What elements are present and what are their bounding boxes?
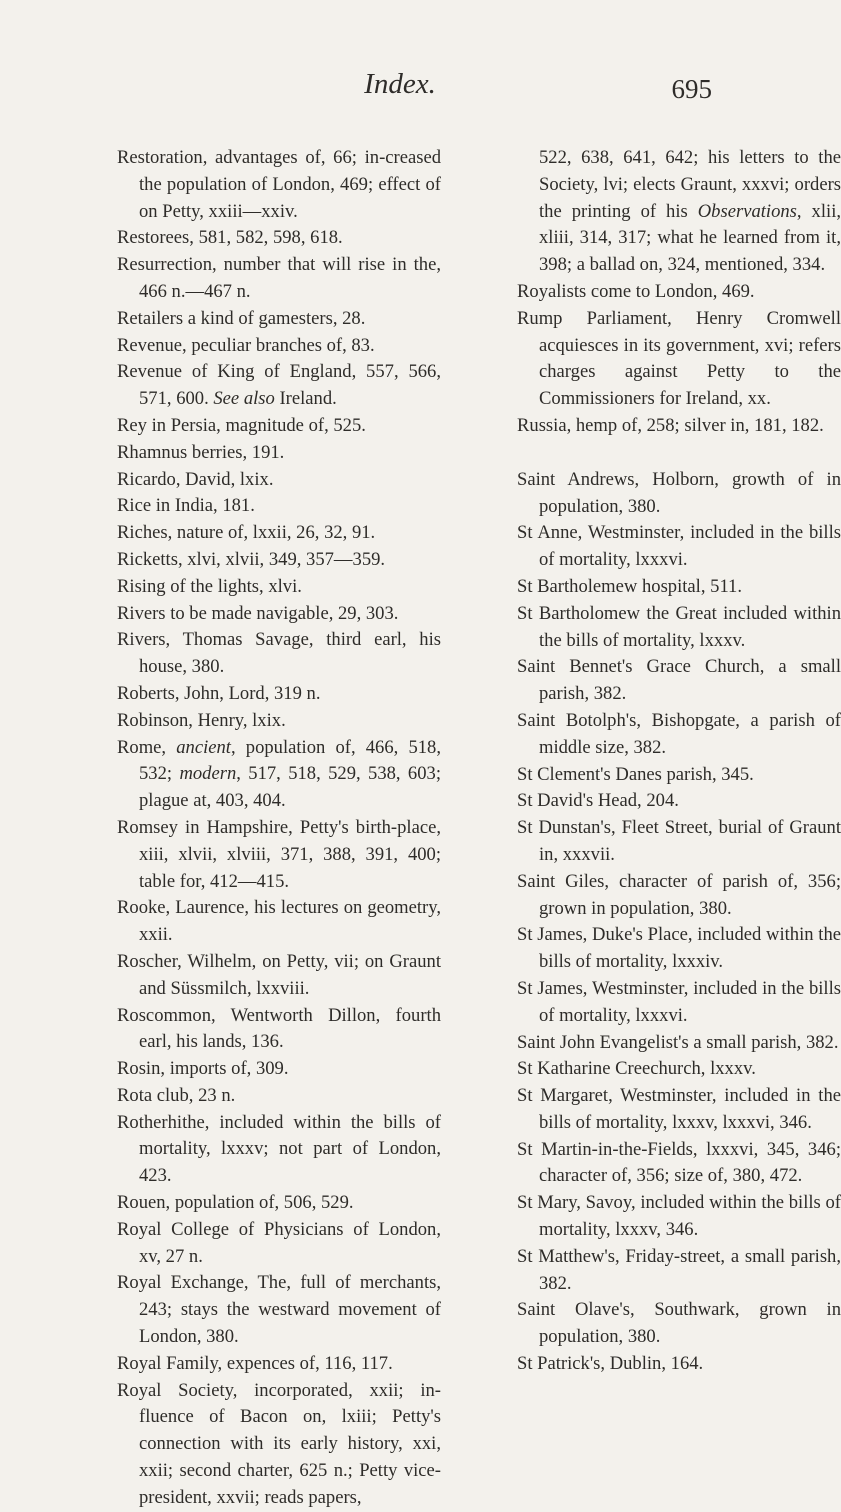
index-entry: Restoration, advantages of, 66; in-creased the population of London, 469; effect of on Petty, xxiii—xxiv. <box>117 147 441 222</box>
index-entry: Rome, ancient, population of, 466, 518, 532; modern, 517, 518, 529, 538, 603; plague at, 403, 404. <box>117 736 441 812</box>
index-entry: Rosin, imports of, 309. <box>117 1058 289 1080</box>
page-header <box>0 68 800 118</box>
index-entry: Royalists come to London, 469. <box>517 280 755 302</box>
index-entry: Saint Giles, character of parish of, 356; grown in population, 380. <box>517 870 841 919</box>
index-entry: Royal Exchange, The, full of merchants, 243; stays the westward movement of London, 380. <box>117 1272 441 1348</box>
index-entry: St James, Westminster, included in the bills of mortality, lxxxvi. <box>517 977 841 1026</box>
index-entry: Royal College of Physicians of London, xv, 27 n. <box>117 1218 441 1267</box>
index-entry: St Mary, Savoy, included within the bills of mortality, lxxxv, 346. <box>517 1192 841 1241</box>
index-entry: St Martin-in-the-Fields, lxxxvi, 345, 346; character of, 356; size of, 380, 472. <box>517 1138 841 1187</box>
index-entry: Rooke, Laurence, his lectures on geometry, xxii. <box>117 897 441 946</box>
index-entry: Rump Parliament, Henry Cromwell acquiesces in its government, xvi; refers charges against Petty to the Commissioners for Ireland, xx. <box>517 307 841 410</box>
index-entry: Restorees, 581, 582, 598, 618. <box>117 227 343 249</box>
index-entry: St Bartholomew the Great included within the bills of mortality, lxxxv. <box>517 602 841 651</box>
index-entry: Rhamnus berries, 191. <box>117 441 285 463</box>
index-entry: St Bartholemew hospital, 511. <box>517 575 742 597</box>
index-entry: Russia, hemp of, 258; silver in, 181, 182. <box>517 414 824 436</box>
index-entry: Saint John Evangelist's a small parish, 382. <box>517 1031 839 1053</box>
index-entry: Revenue of King of England, 557, 566, 571, 600. See also Ireland. <box>117 361 441 410</box>
index-entry: Rouen, population of, 506, 529. <box>117 1192 354 1214</box>
index-entry: Ricketts, xlvi, xlvii, 349, 357—359. <box>117 548 386 570</box>
index-entry: Rising of the lights, xlvi. <box>117 575 302 597</box>
right-column <box>517 145 841 1378</box>
index-entry: Rotherhithe, included within the bills of mortality, lxxxv; not part of London, 423. <box>117 1111 441 1187</box>
index-entry: Romsey in Hampshire, Petty's birth-place, xiii, xlvii, xlviii, 371, 388, 391, 400; table for, 412—415. <box>117 816 441 892</box>
index-entry: St Margaret, Westminster, included in the bills of mortality, lxxxv, lxxxvi, 346. <box>517 1085 841 1133</box>
index-entry: St Katharine Creechurch, lxxxv. <box>517 1058 756 1080</box>
index-entry: Saint Botolph's, Bishopgate, a parish of middle size, 382. <box>517 709 841 758</box>
page-number: 695 <box>671 74 712 104</box>
index-entry: Resurrection, number that will rise in the, 466 n.—467 n. <box>117 254 441 302</box>
index-entry: Roscher, Wilhelm, on Petty, vii; on Graunt and Süssmilch, lxxviii. <box>117 950 441 999</box>
index-entry: Ricardo, David, lxix. <box>117 468 274 490</box>
index-entry: St David's Head, 204. <box>517 790 679 812</box>
index-entry: Saint Bennet's Grace Church, a small parish, 382. <box>517 656 841 705</box>
index-entry: St Matthew's, Friday-street, a small parish, 382. <box>517 1245 841 1294</box>
index-entry: St Anne, Westminster, included in the bills of mortality, lxxxvi. <box>517 522 841 571</box>
index-entry: Rivers, Thomas Savage, third earl, his house, 380. <box>117 629 441 678</box>
index-entry: Rice in India, 181. <box>117 495 255 517</box>
index-entry: Retailers a kind of gamesters, 28. <box>117 307 366 329</box>
index-entry: St James, Duke's Place, included within the bills of mortality, lxxxiv. <box>517 924 841 973</box>
index-entry: Revenue, peculiar branches of, 83. <box>117 334 375 356</box>
index-entry: Roscommon, Wentworth Dillon, fourth earl, his lands, 136. <box>117 1004 441 1053</box>
index-entry: St Patrick's, Dublin, 164. <box>517 1353 704 1375</box>
index-entry: Riches, nature of, lxxii, 26, 32, 91. <box>117 522 376 544</box>
running-title: Index. <box>364 68 436 100</box>
index-entry: Rota club, 23 n. <box>117 1084 236 1106</box>
section-gap <box>517 440 841 467</box>
index-entry: Robinson, Henry, lxix. <box>117 709 286 731</box>
index-entry: Rivers to be made navigable, 29, 303. <box>117 602 399 624</box>
index-entry: Saint Olave's, Southwark, grown in population, 380. <box>517 1299 841 1348</box>
index-entry: Rey in Persia, magnitude of, 525. <box>117 414 366 436</box>
index-entry: Royal Society, incorporated, xxii; in-fluence of Bacon on, lxiii; Petty's connection with its early history, xxi, xxii; second charter, 625 n.; Petty vice-president, xxvii; reads papers, <box>117 1379 441 1508</box>
index-entry: Saint Andrews, Holborn, growth of in population, 380. <box>517 468 841 517</box>
index-entry: Royal Family, expences of, 116, 117. <box>117 1352 393 1374</box>
index-entry: St Dunstan's, Fleet Street, burial of Graunt in, xxxvii. <box>517 817 841 865</box>
index-entry: Roberts, John, Lord, 319 n. <box>117 682 321 704</box>
index-entry: 522, 638, 641, 642; his letters to the Society, lvi; elects Graunt, xxxvi; orders the printing of his Observations, xlii, xliii, 314, 317; what he learned from it, 398; a ballad on, 324, mentioned, 334. <box>539 147 841 276</box>
left-column <box>117 145 441 1512</box>
index-entry: St Clement's Danes parish, 345. <box>517 763 754 785</box>
